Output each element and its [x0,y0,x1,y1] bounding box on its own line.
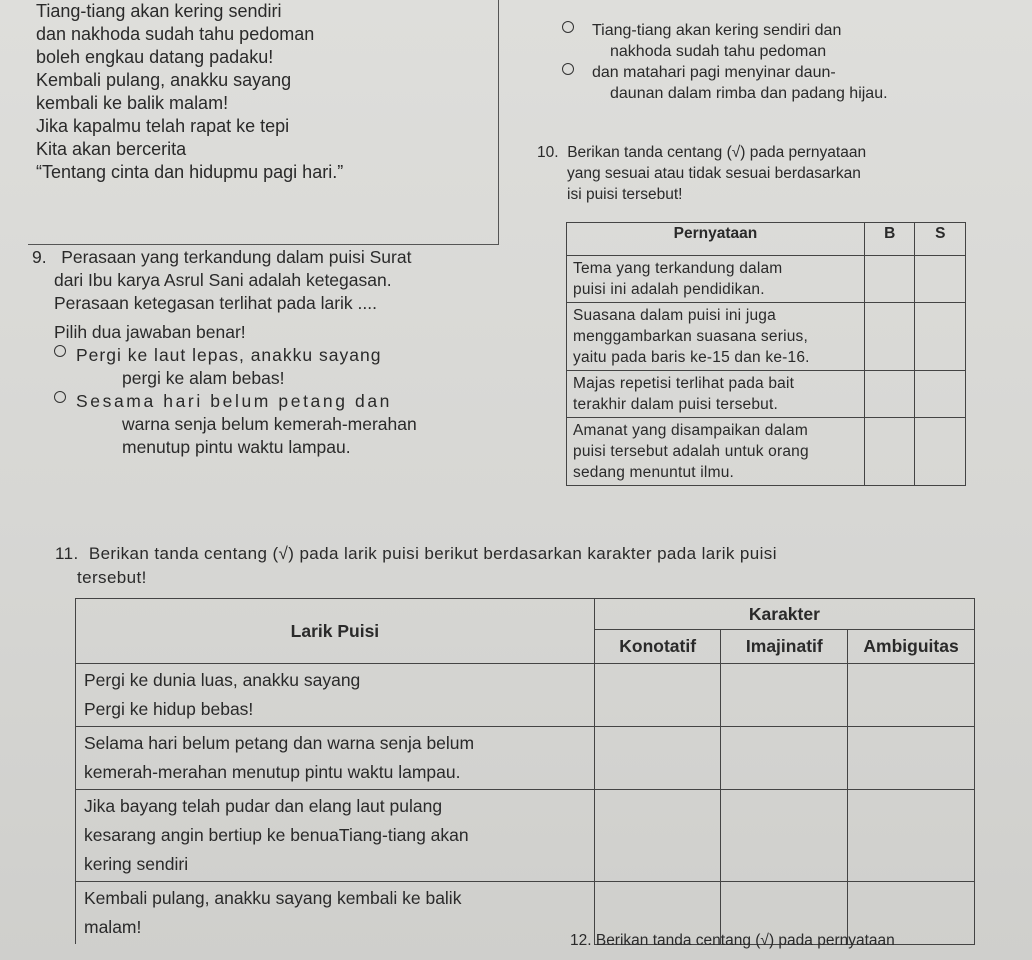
option-text-cont: menutup pintu waktu lampau. [122,437,351,457]
question-instruction: Pilih dua jawaban benar! [54,322,246,342]
check-cell-ambiguitas[interactable] [848,727,975,790]
question-text: dari Ibu karya Asrul Sani adalah ketegasan. [54,270,392,290]
table-row [76,664,975,727]
check-cell-b[interactable] [864,418,915,486]
question-9 [32,246,512,459]
larik-text: Pergi ke dunia luas, anakku sayang [84,670,361,690]
question-text: isi puisi tersebut! [567,186,683,203]
question-text: Perasaan ketegasan terlihat pada larik .... [54,293,377,313]
check-cell-ambiguitas[interactable] [848,790,975,882]
table-header: Ambiguitas [848,630,975,664]
statement-text: Majas repetisi terlihat pada bait [573,375,795,392]
larik-text: Jika bayang telah pudar dan elang laut pulang [84,796,443,816]
check-cell-ambiguitas[interactable] [848,664,975,727]
larik-text: malam! [84,917,142,937]
table-row [567,418,966,486]
question-10 [537,142,866,205]
option-row[interactable] [540,20,1020,41]
poem-line: boleh engkau datang padaku! [36,47,274,67]
table-header: Konotatif [594,630,721,664]
table-header: Pernyataan [567,223,865,256]
statement-text: Amanat yang disampaikan dalam [573,422,808,439]
table-header: S [915,223,966,256]
question-text: tersebut! [77,568,147,587]
larik-text: Pergi ke hidup bebas! [84,699,254,719]
option-text-cont: daunan dalam rimba dan padang hijau. [610,85,888,102]
table-row [76,790,975,882]
statement-text: menggambarkan suasana serius, [573,328,808,345]
radio-button[interactable] [54,391,66,403]
radio-button[interactable] [562,63,574,75]
question-number: 11. [55,544,79,563]
poem-line: kembali ke balik malam! [36,93,229,113]
larik-text: Selama hari belum petang dan warna senja belum [84,733,475,753]
question-number: 9. [32,247,47,267]
option-row[interactable] [32,390,512,413]
larik-text: kemerah-merahan menutup pintu waktu lampau. [84,762,461,782]
table-header: Larik Puisi [76,599,595,664]
option-text: Tiang-tiang akan kering sendiri dan [592,22,842,39]
table-row [567,371,966,418]
statement-table [566,222,966,486]
radio-button[interactable] [562,21,574,33]
larik-text: kesarang angin bertiup ke benuaTiang-tiang akan [84,825,469,845]
check-cell-imajinatif[interactable] [721,790,848,882]
table-row [76,727,975,790]
option-text: Pergi ke laut lepas, anakku sayang [76,345,382,365]
table-row [567,256,966,303]
check-cell-s[interactable] [915,371,966,418]
larik-text: Kembali pulang, anakku sayang kembali ke balik [84,888,462,908]
option-text: Sesama hari belum petang dan [76,391,393,411]
question-number: 10. [537,144,559,161]
question-12-partial: 12. Berikan tanda centang (√) pada pernyataan [570,932,895,949]
larik-text: kering sendiri [84,854,189,874]
table-row [567,303,966,371]
option-text-cont: pergi ke alam bebas! [122,368,285,388]
question-text: Berikan tanda centang (√) pada pernyataan [567,144,867,161]
poem-line: Tiang-tiang akan kering sendiri [36,1,282,21]
question-text: Berikan tanda centang (√) pada larik puisi berikut berdasarkan karakter pada larik puisi [88,544,777,563]
poem-line: “Tentang cinta dan hidupmu pagi hari.” [36,162,344,182]
check-cell-s[interactable] [915,418,966,486]
poem-line: Jika kapalmu telah rapat ke tepi [36,116,290,136]
table-header: B [864,223,915,256]
check-cell-konotatif[interactable] [594,790,721,882]
table-header: Imajinatif [721,630,848,664]
statement-text: puisi ini adalah pendidikan. [573,281,765,298]
poem-line: dan nakhoda sudah tahu pedoman [36,24,315,44]
character-table [75,598,975,945]
check-cell-konotatif[interactable] [594,664,721,727]
statement-text: Suasana dalam puisi ini juga [573,307,776,324]
question-text: Perasaan yang terkandung dalam puisi Surat [61,247,412,267]
statement-text: puisi tersebut adalah untuk orang [573,443,809,460]
check-cell-imajinatif[interactable] [721,727,848,790]
option-text: dan matahari pagi menyinar daun- [592,64,836,81]
option-row[interactable] [32,344,512,367]
check-cell-s[interactable] [915,303,966,371]
check-cell-b[interactable] [864,303,915,371]
statement-text: Tema yang terkandung dalam [573,260,783,277]
check-cell-b[interactable] [864,256,915,303]
check-cell-s[interactable] [915,256,966,303]
check-cell-konotatif[interactable] [594,727,721,790]
previous-question-options [540,20,1020,104]
table-header: Karakter [594,599,974,630]
poem-excerpt-box [28,0,499,245]
poem-line: Kita akan bercerita [36,139,187,159]
question-11 [55,542,777,590]
check-cell-b[interactable] [864,371,915,418]
option-text-cont: warna senja belum kemerah-merahan [122,414,417,434]
question-text: yang sesuai atau tidak sesuai berdasarkan [567,165,861,182]
option-text-cont: nakhoda sudah tahu pedoman [610,43,827,60]
radio-button[interactable] [54,345,66,357]
statement-text: yaitu pada baris ke-15 dan ke-16. [573,349,810,366]
poem-line: Kembali pulang, anakku sayang [36,70,292,90]
statement-text: sedang menuntut ilmu. [573,464,735,481]
option-row[interactable] [540,62,1020,83]
check-cell-imajinatif[interactable] [721,664,848,727]
statement-text: terakhir dalam puisi tersebut. [573,396,779,413]
